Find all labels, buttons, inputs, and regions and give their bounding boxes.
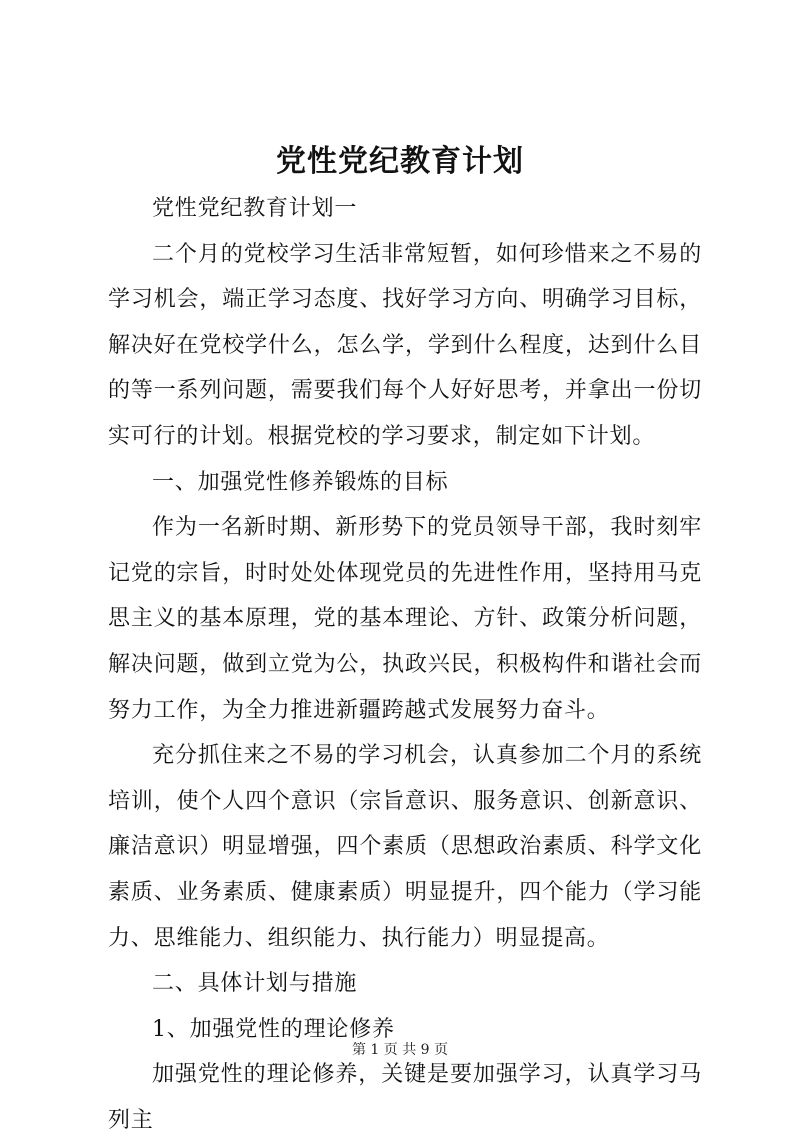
body-paragraph: 充分抓住来之不易的学习机会，认真参加二个月的系统培训，使个人四个意识（宗旨意识、服务意识、创新意识、廉洁意识）明显增强，四个素质（思想政治素质、科学文化素质、业务素质、健康素质）明显提升，四个能力（学习能力、思维能力、组织能力、执行能力）明显提高。: [108, 743, 702, 951]
subtitle-paragraph: 党性党纪教育计划一: [152, 196, 358, 221]
document-title: 党性党纪教育计划: [276, 144, 524, 179]
body-paragraph: 二个月的党校学习生活非常短暂，如何珍惜来之不易的学习机会，端正学习态度、找好学习方向、明确学习目标，解决好在党校学什么，怎么学，学到什么程度，达到什么目的等一系列问题，需要我们每个人好好思考，并拿出一份切实可行的计划。根据党校的学习要求，制定如下计划。: [108, 241, 702, 449]
section-heading: 一、加强党性修养锻炼的目标: [152, 469, 449, 495]
subsection-heading: 1、加强党性的理论修养: [152, 1016, 395, 1042]
section-heading: 二、具体计划与措施: [152, 971, 358, 997]
document-body: [108, 186, 702, 1143]
body-paragraph: 作为一名新时期、新形势下的党员领导干部，我时刻牢记党的宗旨，时时处处体现党员的先进性作用，坚持用马克思主义的基本原理，党的基本理论、方针、政策分析问题，解决问题，做到立党为公，执政兴民，积极构件和谐社会而努力工作，为全力推进新疆跨越式发展努力奋斗。: [108, 515, 702, 723]
page-footer: 第 1 页 共 9 页: [351, 1042, 449, 1058]
body-paragraph: 加强党性的理论修养，关键是要加强学习，认真学习马列主: [108, 1062, 702, 1133]
